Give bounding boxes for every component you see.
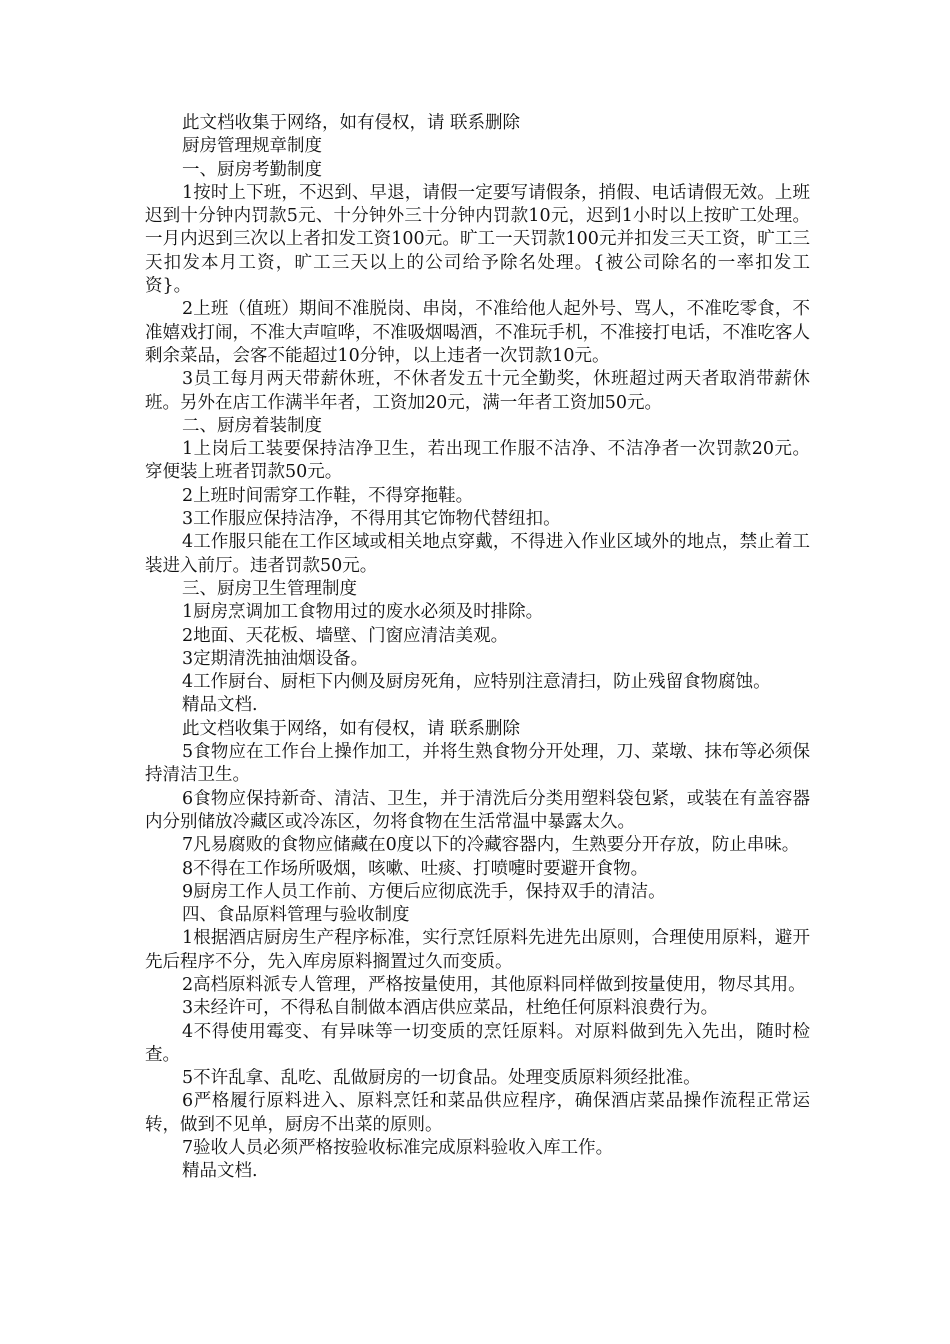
document-page [145, 112, 810, 1184]
rule-paragraph: 4工作服只能在工作区域或相关地点穿戴，不得进入作业区域外的地点，禁止着工装进入前厅。违者罚款50元。 [145, 532, 810, 576]
rule-paragraph: 2地面、天花板、墙壁、门窗应清洁美观。 [182, 625, 509, 646]
rule-paragraph: 3员工每月两天带薪休班，不休者发五十元全勤奖，休班超过两天者取消带薪休班。另外在店工作满半年者，工资加20元，满一年者工资加50元。 [145, 369, 810, 413]
rule-paragraph: 5食物应在工作台上操作加工，并将生熟食物分开处理，刀、菜墩、抹布等必须保持清洁卫生。 [145, 742, 810, 786]
watermark-notice: 此文档收集于网络，如有侵权，请 联系删除 [182, 113, 521, 133]
rule-paragraph: 2上班时间需穿工作鞋，不得穿拖鞋。 [182, 485, 474, 506]
section-heading: 三、厨房卫生管理制度 [182, 578, 357, 599]
document-title: 厨房管理规章制度 [182, 136, 322, 157]
rule-paragraph: 6食物应保持新奇、清洁、卫生，并于清洗后分类用塑料袋包紧，或装在有盖容器内分别储放冷藏区或冷冻区，勿将食物在生活常温中暴露太久。 [145, 788, 810, 832]
section-heading: 一、厨房考勤制度 [182, 159, 322, 180]
rule-paragraph: 3未经许可，不得私自制做本酒店供应菜品，杜绝任何原料浪费行为。 [182, 998, 719, 1019]
section-heading: 四、食品原料管理与验收制度 [182, 905, 410, 926]
rule-paragraph: 6严格履行原料进入、原料烹饪和菜品供应程序，确保酒店菜品操作流程正常运转，做到不见单，厨房不出菜的原则。 [145, 1091, 810, 1135]
rule-paragraph: 4不得使用霉变、有异味等一切变质的烹饪原料。对原料做到先入先出，随时检查。 [145, 1021, 810, 1065]
section-heading: 二、厨房着装制度 [182, 415, 322, 436]
rule-paragraph: 1上岗后工装要保持洁净卫生，若出现工作服不洁净、不洁净者一次罚款20元。穿便装上班者罚款50元。 [145, 439, 810, 483]
watermark-notice: 此文档收集于网络，如有侵权，请 联系删除 [182, 718, 521, 739]
footer-note: 精品文档. [182, 1161, 258, 1182]
rule-paragraph: 2高档原料派专人管理，严格按量使用，其他原料同样做到按量使用，物尽其用。 [182, 974, 806, 995]
rule-paragraph: 7验收人员必须严格按验收标准完成原料验收入库工作。 [182, 1138, 614, 1159]
rule-paragraph: 3定期清洗抽油烟设备。 [182, 648, 369, 669]
rule-paragraph: 1按时上下班，不迟到、早退，请假一定要写请假条，捎假、电话请假无效。上班迟到十分钟内罚款5元、十分钟外三十分钟内罚款10元，迟到1小时以上按旷工处理。一月内迟到三次以上者扣发工资100元。旷工一天罚款100元并扣发三天工资，旷工三天扣发本月工资，旷工三天以上的公司给予除名处理。{被公司除名的一率扣发工资}。 [145, 182, 810, 297]
rule-paragraph: 1根据酒店厨房生产程序标准，实行烹饪原料先进先出原则，合理使用原料，避开先后程序不分，先入库房原料搁置过久而变质。 [145, 928, 810, 972]
rule-paragraph: 9厨房工作人员工作前、方便后应彻底洗手，保持双手的清洁。 [182, 881, 666, 902]
rule-paragraph: 4工作厨台、厨柜下内侧及厨房死角，应特别注意清扫，防止残留食物腐蚀。 [182, 672, 771, 693]
rule-paragraph: 2上班（值班）期间不准脱岗、串岗，不准给他人起外号、骂人，不准吃零食，不准嬉戏打闹，不准大声喧哗，不准吸烟喝酒，不准玩手机，不准接打电话，不准吃客人剩余菜品，会客不能超过10分钟，以上违者一次罚款10元。 [145, 299, 810, 366]
rule-paragraph: 1厨房烹调加工食物用过的废水必须及时排除。 [182, 602, 544, 623]
rule-paragraph: 3工作服应保持洁净，不得用其它饰物代替纽扣。 [182, 509, 561, 530]
rule-paragraph: 8不得在工作场所吸烟，咳嗽、吐痰、打喷嚏时要避开食物。 [182, 858, 649, 879]
footer-note: 精品文档. [182, 695, 258, 716]
rule-paragraph: 7凡易腐败的食物应储藏在0度以下的冷藏容器内，生熟要分开存放，防止串味。 [182, 835, 800, 856]
rule-paragraph: 5不许乱拿、乱吃、乱做厨房的一切食品。处理变质原料须经批准。 [182, 1068, 701, 1089]
